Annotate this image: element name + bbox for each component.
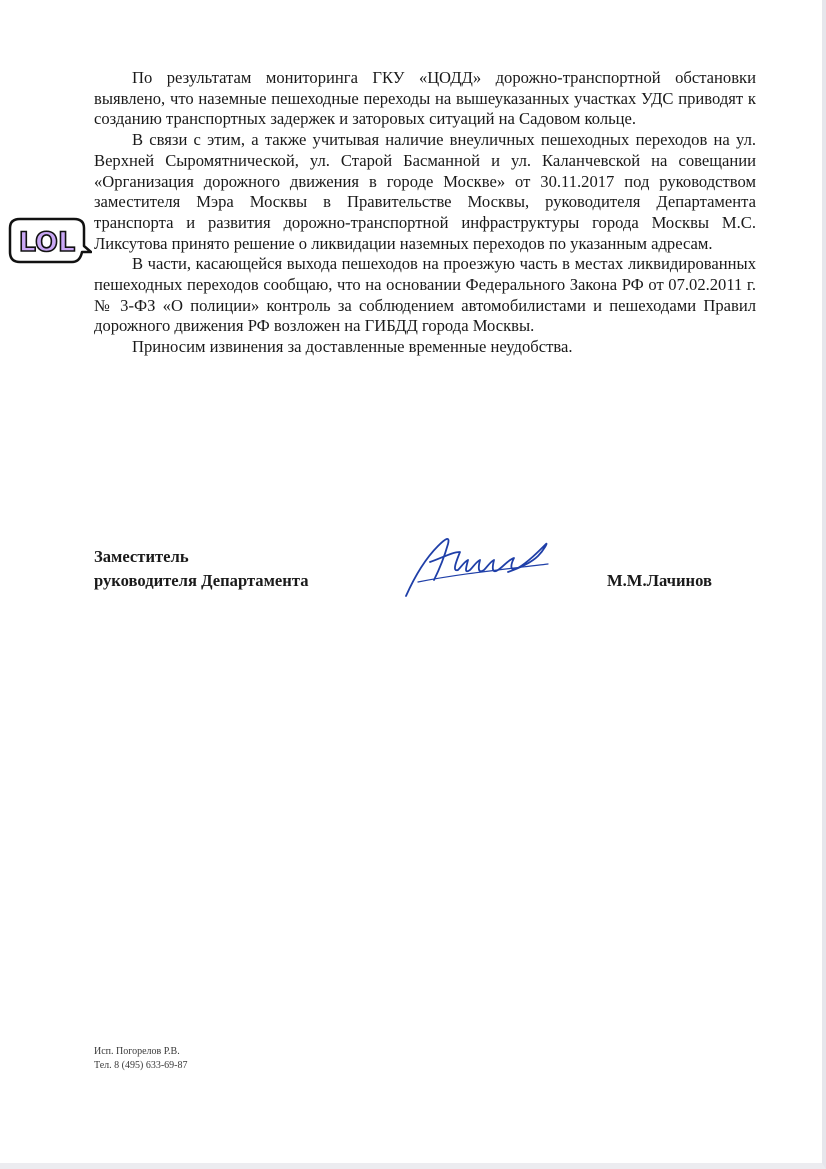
executor-name: Исп. Погорелов Р.В. [94,1046,180,1057]
signatory-name: М.М.Лачинов [607,571,712,590]
handwritten-signature-icon [398,522,558,602]
paragraph-monitoring: По результатам мониторинга ГКУ «ЦОДД» дорожно-транспортной обстановки выявлено, что наземные пешеходные переходы на вышеуказанных участках УДС приводят к созданию транспортных задержек и заторовых ситуаций на Садовом кольце. [94,68,756,129]
position-line-1: Заместитель [94,547,189,566]
lol-sticker-icon [2,214,92,270]
executor-phone: Тел. 8 (495) 633-69-87 [94,1060,188,1071]
position-line-2: руководителя Департамента [94,571,309,590]
letter-body [94,68,756,358]
paragraph-apology: Приносим извинения за доставленные временные неудобства. [132,337,573,357]
signatory-position [94,545,309,593]
paragraph-decision: В связи с этим, а также учитывая наличие внеуличных пешеходных переходов на ул. Верхней Сыромятнической, ул. Старой Басманной и ул. Каланчевской на совещании «Организация дорожного движения в городе Москве» от 30.11.2017 под руководством заместителя Мэра Москвы в Правительстве Москвы, руководителя Департамента транспорта и развития дорожно-транспортной инфраструктуры города Москвы М.С. Ликсутова принято решение о ликвидации наземных переходов по указанным адресам. [94,130,756,253]
lol-sticker-text: LOL [18,227,76,258]
executor-footer [94,1045,187,1073]
paragraph-police: В части, касающейся выхода пешеходов на проезжую часть в местах ликвидированных пешеходных переходов сообщаю, что на основании Федерального Закона РФ от 07.02.2011 г. № 3-ФЗ «О полиции» контроль за соблюдением автомобилистами и пешеходами Правил дорожного движения РФ возложен на ГИБДД города Москвы. [94,254,756,336]
